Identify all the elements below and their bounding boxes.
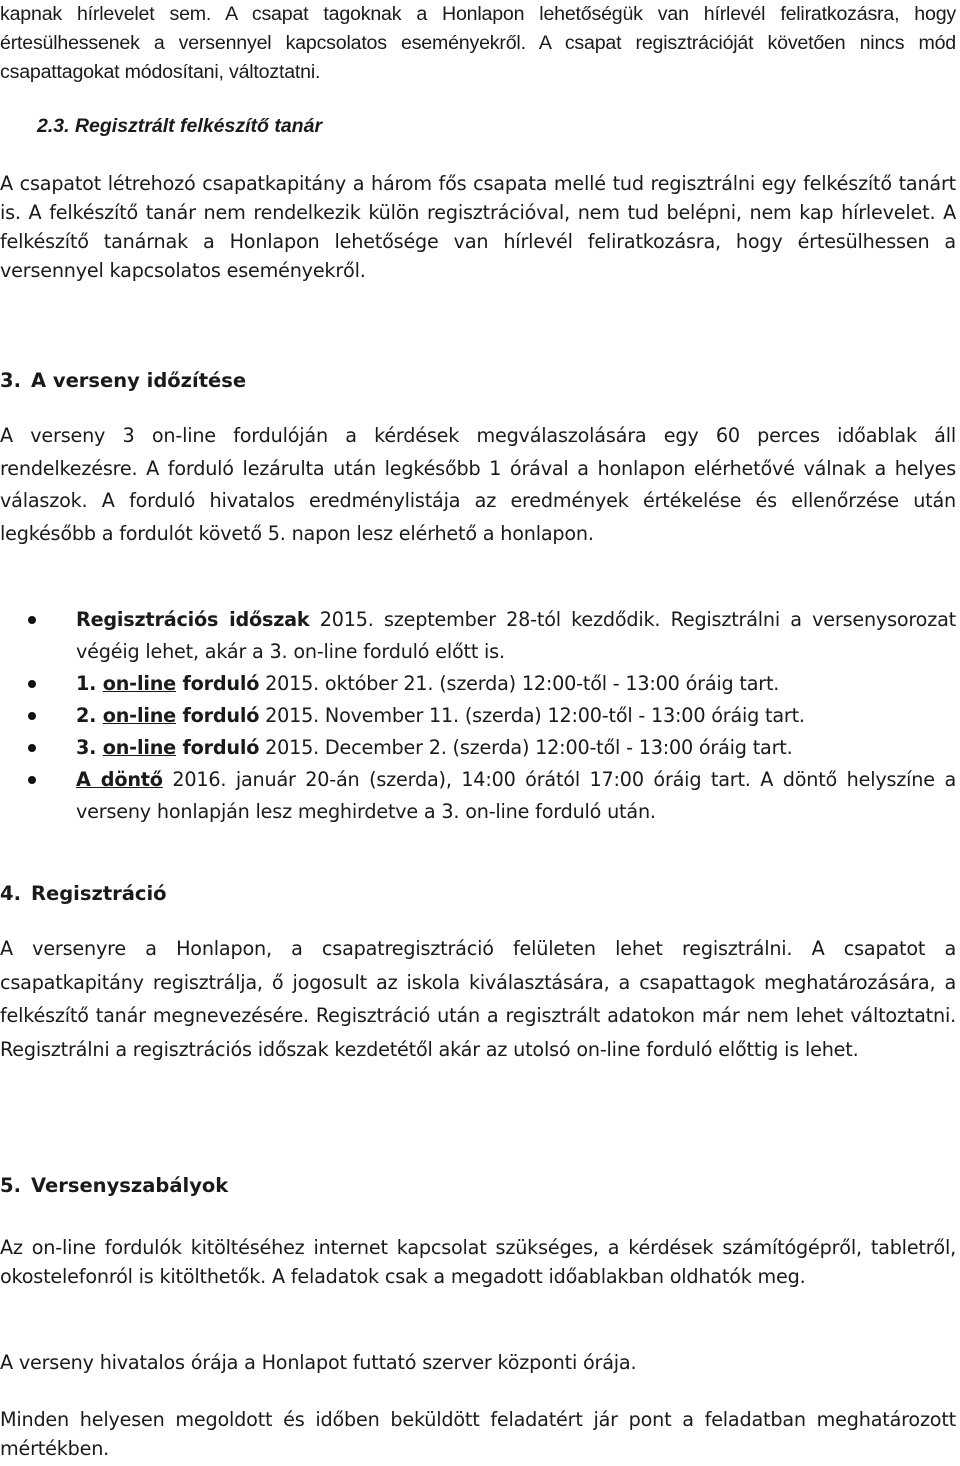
- section-2-3-number: 2.3.: [37, 115, 70, 137]
- section-4-title: Regisztráció: [30, 882, 167, 905]
- section-5-title: Versenyszabályok: [30, 1174, 229, 1197]
- section-2-3-title: Regisztrált felkészítő tanár: [74, 115, 323, 137]
- list-item: Regisztrációs időszak 2015. szeptember 28-tól kezdődik. Regisztrálni a versenysorozat végéig lehet, akár a 3. on-line forduló előtt is.: [0, 604, 956, 668]
- intro-paragraph: kapnak hírlevelet sem. A csapat tagoknak a Honlapon lehetőségük van hírlevél feliratkozásra, hogy értesülhessenek a versennyel kapcsolatos eseményekről. A csapat regisztrációját követően nincs mód csapattagokat módosítani, változtatni.: [0, 3, 956, 83]
- section-3-number: 3.: [0, 369, 21, 392]
- section-3-paragraph: A verseny 3 on-line fordulóján a kérdések megválaszolására egy 60 perces időablak áll rendelkezésre. A forduló lezárulta után legkésőbb 1 órával a honlapon elérhetővé válnak a helyes válaszok. A forduló hivatalos eredménylistája az eredmények értékelése és ellenőrzése után legkésőbb a fordulót követő 5. napon lesz elérhető a honlapon.: [0, 424, 956, 545]
- list-item: A döntő 2016. január 20-án (szerda), 14:00 órától 17:00 óráig tart. A döntő helyszíne a verseny honlapján lesz meghirdetve a 3. on-line forduló után.: [0, 764, 956, 828]
- section-4-paragraph: A versenyre a Honlapon, a csapatregisztráció felületen lehet regisztrálni. A csapatot a csapatkapitány regisztrálja, ő jogosult az iskola kiválasztására, a csapattagok meghatározására, a felkészítő tanár megnevezésére. Regisztráció után a regisztrált adatokon már nem lehet változtatni. Regisztrálni a regisztrációs időszak kezdetétől akár az utolsó on-line forduló előttig is lehet.: [0, 937, 956, 1061]
- section-4-number: 4.: [0, 882, 21, 905]
- section-4-heading: [0, 881, 956, 907]
- section-5-paragraph-3: Minden helyesen megoldott és időben beküldött feladatért jár pont a feladatban meghatározott mértékben.: [0, 1408, 956, 1460]
- section-5-paragraph-2: A verseny hivatalos órája a Honlapot futtató szerver központi órája.: [0, 1351, 637, 1374]
- list-item: 3. on-line forduló 2015. December 2. (szerda) 12:00-től - 13:00 óráig tart.: [0, 732, 956, 764]
- schedule-list: [0, 604, 956, 828]
- list-item: 2. on-line forduló 2015. November 11. (szerda) 12:00-től - 13:00 óráig tart.: [0, 700, 956, 732]
- list-item: 1. on-line forduló 2015. október 21. (szerda) 12:00-től - 13:00 óráig tart.: [0, 668, 956, 700]
- section-2-3-paragraph: A csapatot létrehozó csapatkapitány a három fős csapata mellé tud regisztrálni egy felkészítő tanárt is. A felkészítő tanár nem rendelkezik külön regisztrációval, nem tud belépni, nem kap hírlevelet. A felkészítő tanárnak a Honlapon lehetősége van hírlevél feliratkozásra, hogy értesülhessen a versennyel kapcsolatos eseményekről.: [0, 172, 956, 282]
- section-2-3-heading: [37, 113, 960, 139]
- section-5-paragraph-1: Az on-line fordulók kitöltéséhez internet kapcsolat szükséges, a kérdések számítógépről, tabletről, okostelefonról is kitölthetők. A feladatok csak a megadott időablakban oldhatók meg.: [0, 1236, 956, 1288]
- section-5-number: 5.: [0, 1174, 21, 1197]
- section-3-title: A verseny időzítése: [30, 369, 247, 392]
- section-3-heading: [0, 368, 956, 394]
- section-5-heading: [0, 1173, 956, 1199]
